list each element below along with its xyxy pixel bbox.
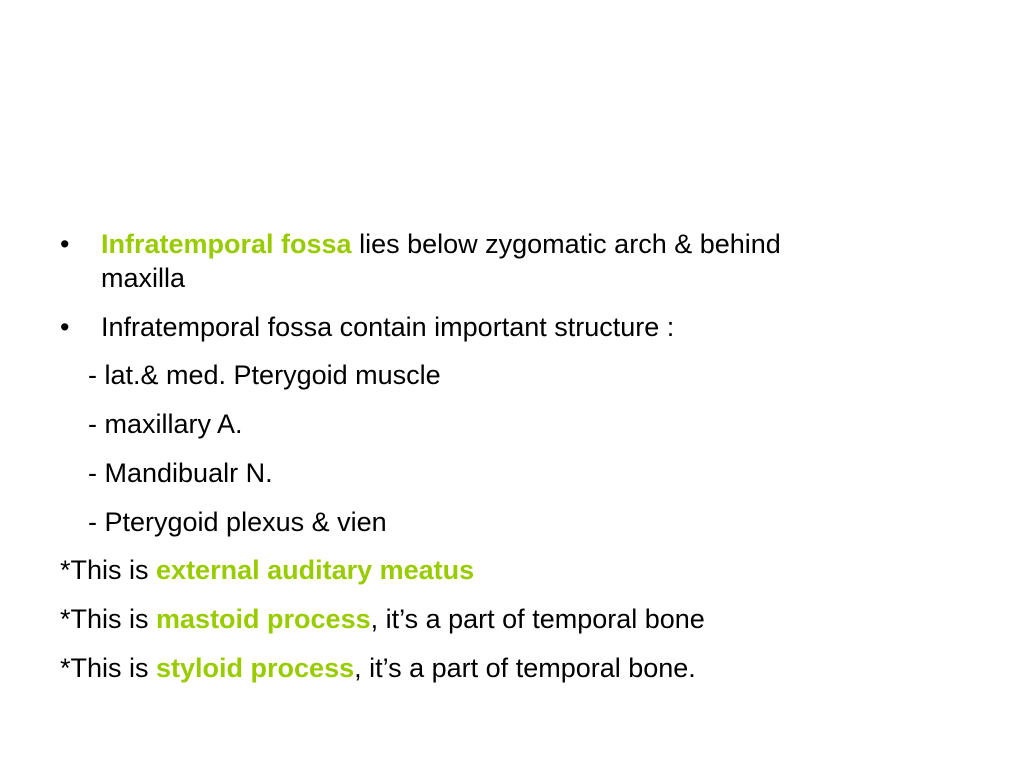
sub-item-maxillary-artery: - maxillary A. [88, 409, 243, 439]
bullet-icon: • [60, 229, 70, 259]
note-external-auditory-meatus [60, 554, 980, 588]
note-prefix: *This is [60, 652, 157, 683]
note-prefix: *This is [60, 604, 157, 634]
bullet-text: lies below zygomatic arch & behind [351, 229, 781, 259]
note-suffix: , it’s a part of temporal bone [370, 604, 705, 634]
note-prefix: *This is [60, 555, 157, 586]
highlight-styloid-process: styloid process [156, 652, 355, 683]
bullet-item-infratemporal-location [60, 228, 980, 296]
bullet-text-continuation: maxilla [101, 262, 186, 293]
note-mastoid-process [60, 603, 980, 637]
bullet-item-infratemporal-contents [60, 311, 980, 345]
sub-item-pterygoid-muscle: - lat.& med. Pterygoid muscle [88, 360, 441, 391]
highlight-mastoid-process: mastoid process [156, 604, 371, 634]
note-styloid-process [60, 652, 980, 686]
sub-item-mandibular-nerve: - Mandibualr N. [88, 457, 273, 488]
highlight-infratemporal-fossa: Infratemporal fossa [101, 229, 352, 259]
highlight-external-auditory-meatus: external auditary meatus [156, 555, 475, 586]
bullet-icon: • [60, 311, 70, 342]
slide-content [60, 228, 980, 701]
note-suffix: , it’s a part of temporal bone. [354, 652, 696, 683]
bullet-text: Infratemporal fossa contain important structure : [101, 311, 675, 342]
sub-item-pterygoid-plexus: - Pterygoid plexus & vien [88, 506, 387, 537]
